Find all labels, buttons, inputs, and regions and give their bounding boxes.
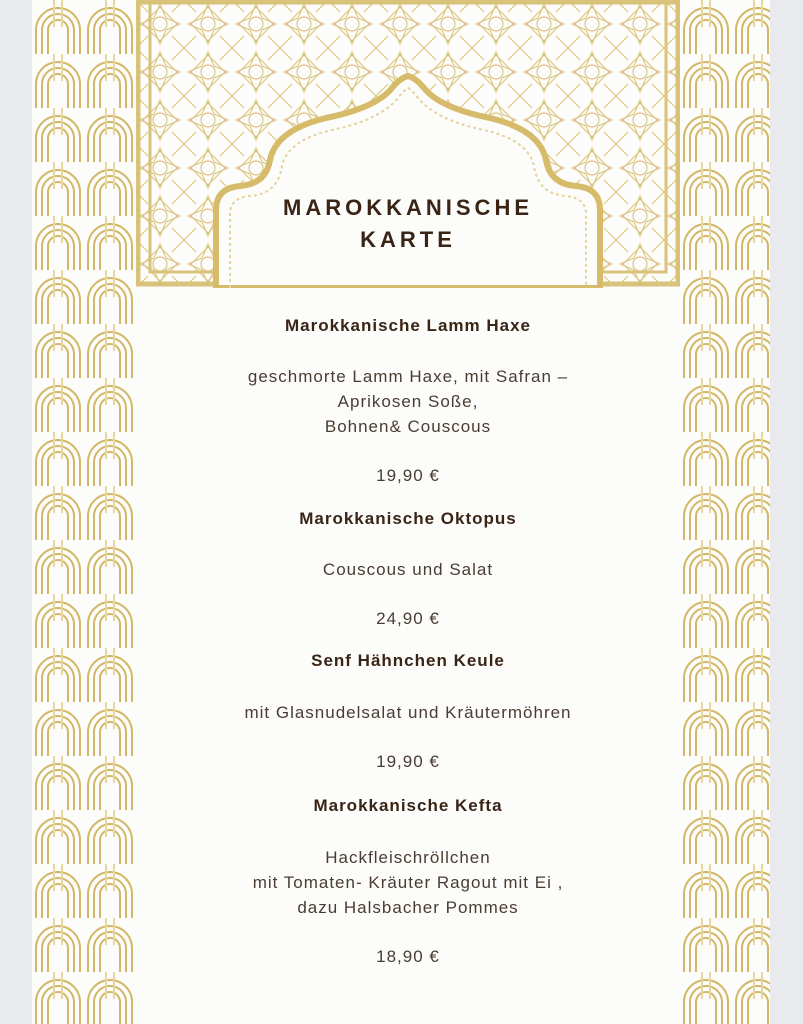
menu-item-description [136,845,680,920]
right-arch-pattern [680,0,770,1024]
title-line-2: KARTE [360,227,456,252]
desc-line: mit Tomaten- Kräuter Ragout mit Ei , [252,873,564,892]
menu-item-description [136,700,680,725]
menu-item-description [136,557,680,582]
left-arch-pattern [32,0,136,1024]
desc-line: geschmorte Lamm Haxe, mit Safran – [247,367,569,386]
menu-item-price: 24,90 € [376,609,440,628]
menu-item-price: 19,90 € [376,752,440,771]
menu-list [136,0,680,1024]
menu-item-description [136,364,680,439]
desc-line: dazu Halsbacher Pommes [297,898,519,917]
menu-item-price: 18,90 € [376,947,440,966]
desc-line: mit Glasnudelsalat und Kräutermöhren [244,703,572,722]
desc-line: Aprikosen Soße, [337,392,479,411]
menu-item-price: 19,90 € [376,466,440,485]
desc-line: Hackfleischröllchen [325,848,491,867]
menu-item-name: Marokkanische Oktopus [299,509,517,528]
title-line-1: MAROKKANISCHE [283,195,533,220]
menu-item-name: Senf Hähnchen Keule [311,651,505,670]
desc-line: Bohnen& Couscous [324,417,492,436]
menu-item-name: Marokkanische Lamm Haxe [285,316,531,335]
menu-card [32,0,770,1024]
desc-line: Couscous und Salat [322,560,494,579]
menu-item-name: Marokkanische Kefta [313,796,503,815]
